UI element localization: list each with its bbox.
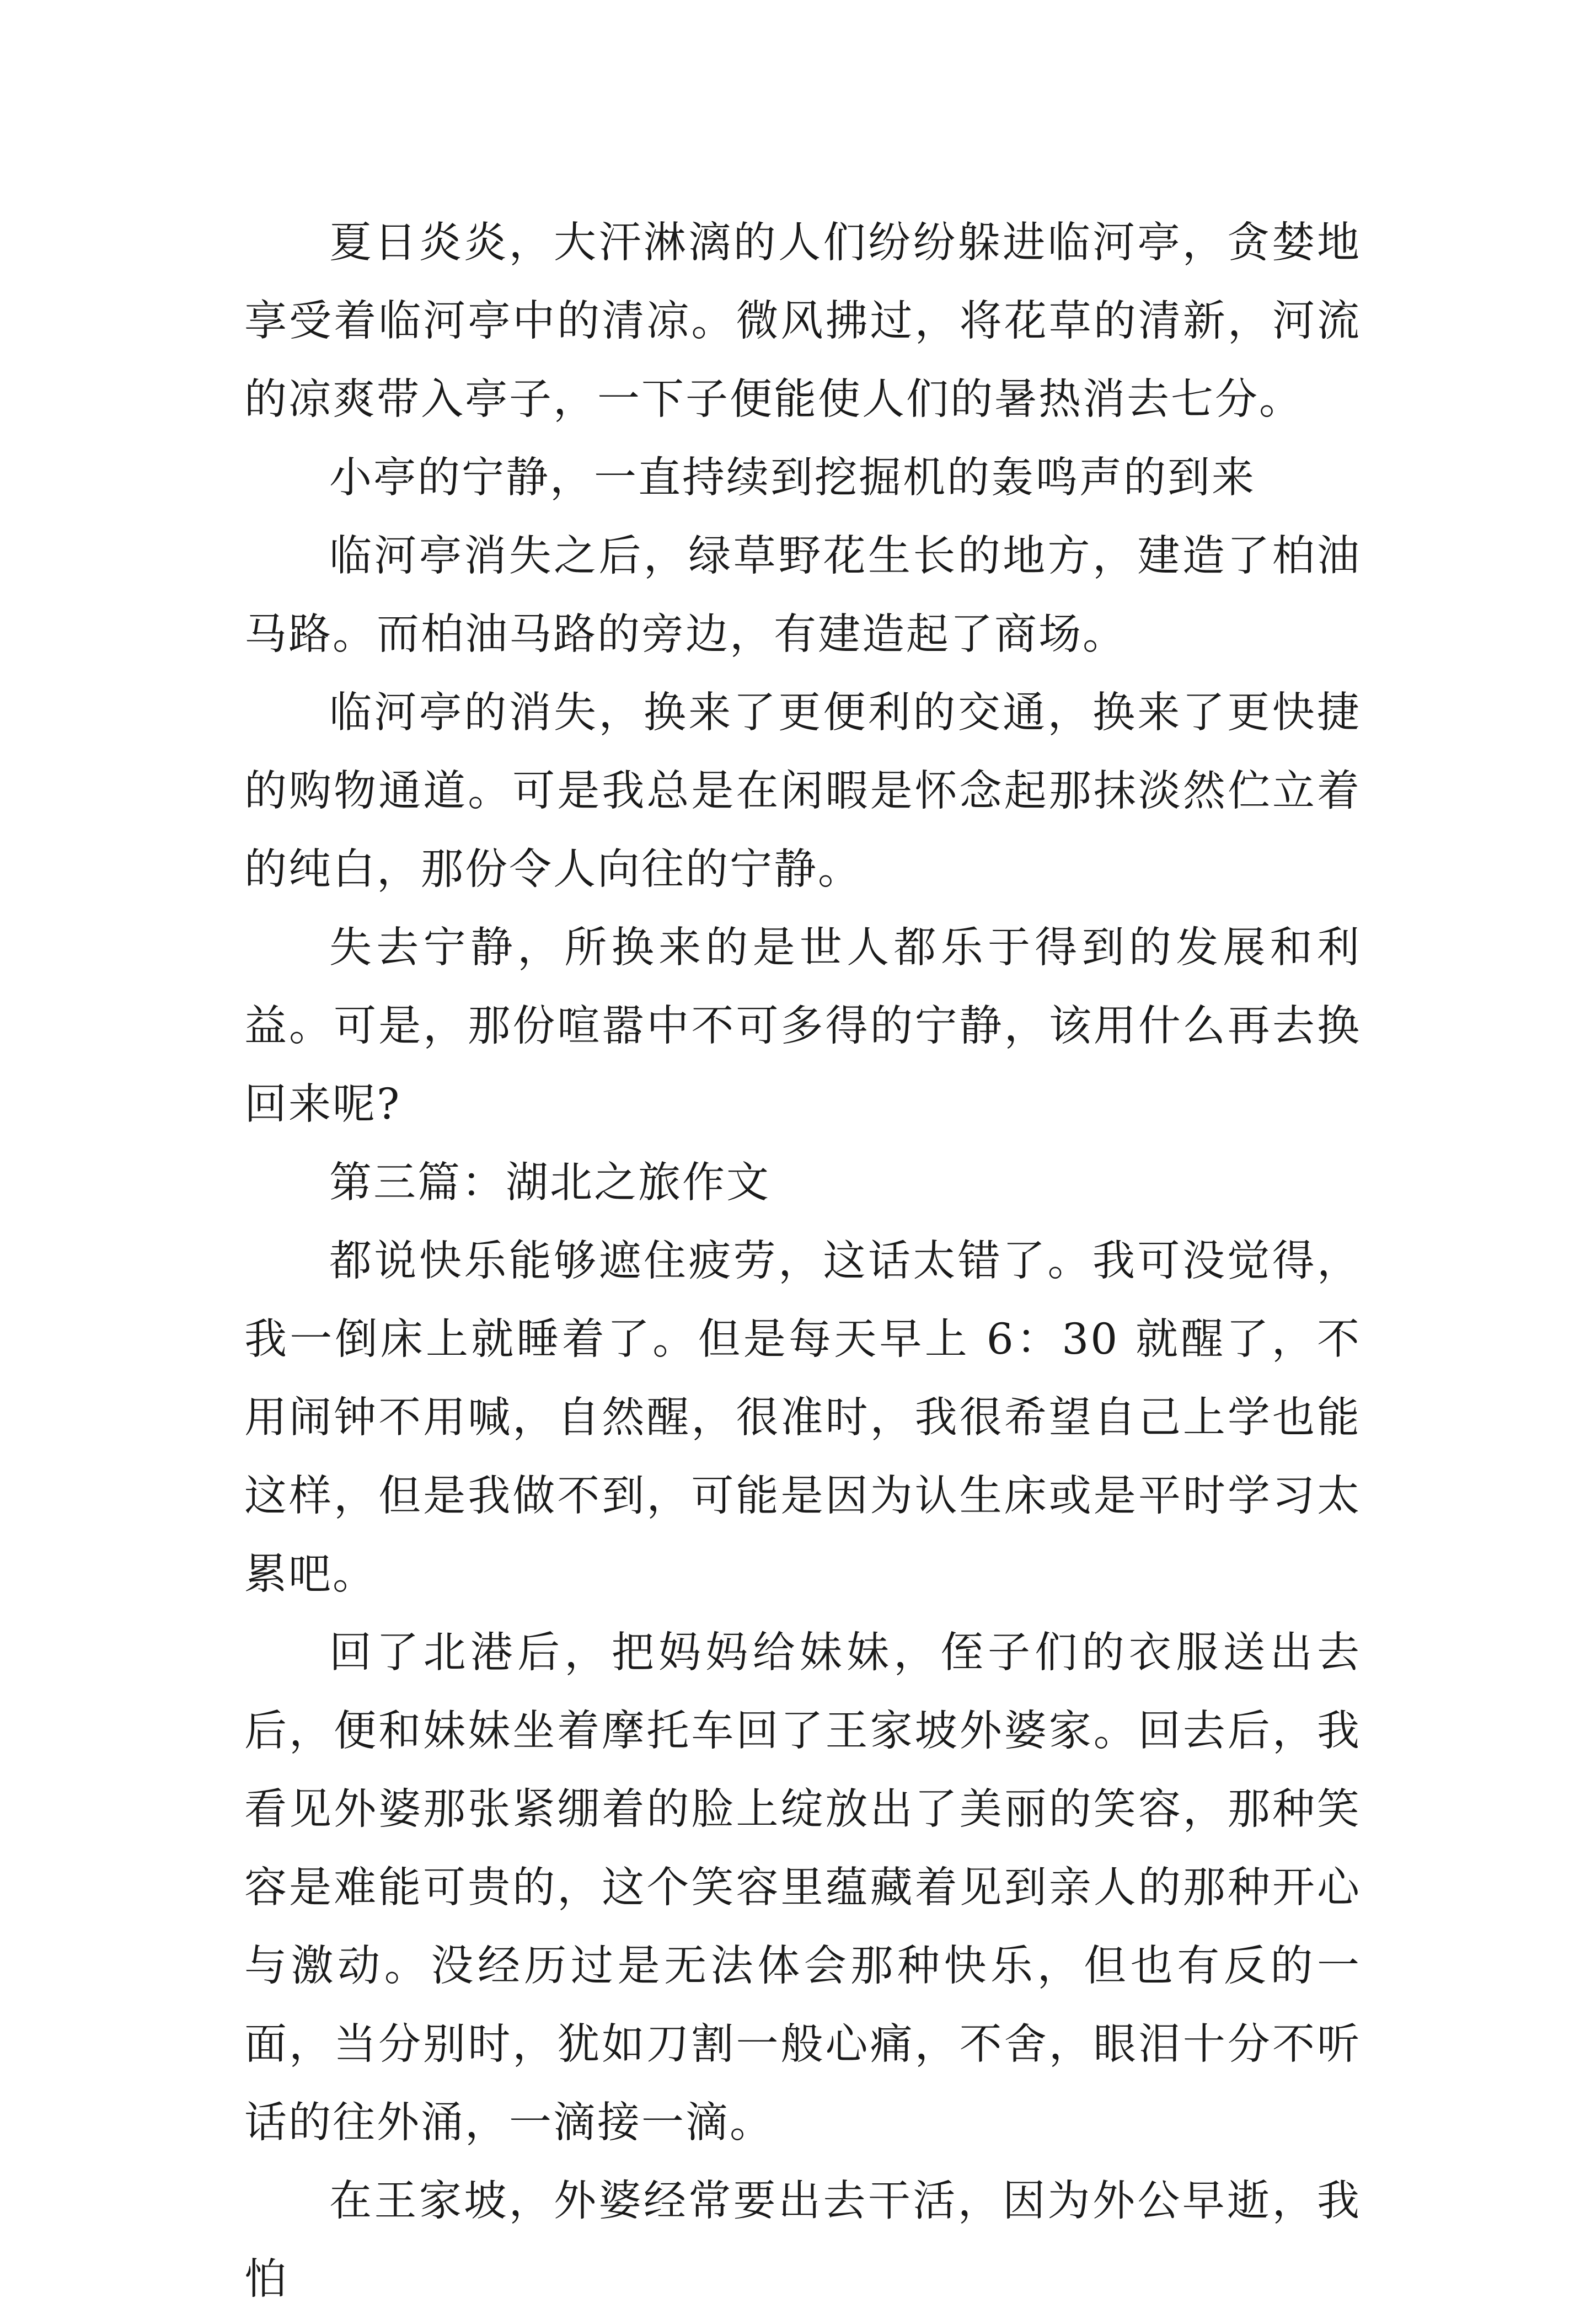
paragraph: 失去宁静，所换来的是世人都乐于得到的发展和利益。可是，那份喧嚣中不可多得的宁静，该用什么再去换回来呢? [244,923,1361,1129]
paragraph: 小亭的宁静，一直持续到挖掘机的轰鸣声的到来 [329,453,1256,503]
paragraph: 回了北港后，把妈妈给妹妹，侄子们的衣服送出去后，便和妹妹坐着摩托车回了王家坡外婆家。回去后，我看见外婆那张紧绷着的脸上绽放出了美丽的笑容，那种笑容是难能可贵的，这个笑容里蕴藏着见到亲人的那种开心与激动。没经历过是无法体会那种快乐，但也有反的一面，当分别时，犹如刀割一般心痛，不舍，眼泪十分不听话的往外涌，一滴接一滴。 [244,1628,1361,2147]
section-heading: 第三篇：湖北之旅作文 [329,1158,770,1207]
paragraph: 临河亭消失之后，绿草野花生长的地方，建造了柏油马路。而柏油马路的旁边，有建造起了商场。 [244,532,1361,659]
paragraph: 夏日炎炎，大汗淋漓的人们纷纷躲进临河亭，贪婪地享受着临河亭中的清凉。微风拂过，将花草的清新，河流的凉爽带入亭子，一下子便能使人们的暑热消去七分。 [244,218,1361,424]
paragraph: 临河亭的消失，换来了更便利的交通，换来了更快捷的购物通道。可是我总是在闲暇是怀念起那抹淡然伫立着的纯白，那份令人向往的宁静。 [244,688,1361,894]
body-text [244,204,1361,2319]
paragraph: 都说快乐能够遮住疲劳，这话太错了。我可没觉得，我一倒床上就睡着了。但是每天早上 6：30 就醒了，不用闹钟不用喊，自然醒，很准时，我很希望自己上学也能这样，但是我做不到，可能是因为认生床或是平时学习太累吧。 [244,1237,1361,1599]
paragraph: 在王家坡，外婆经常要出去干活，因为外公早逝，我怕 [244,2177,1361,2304]
